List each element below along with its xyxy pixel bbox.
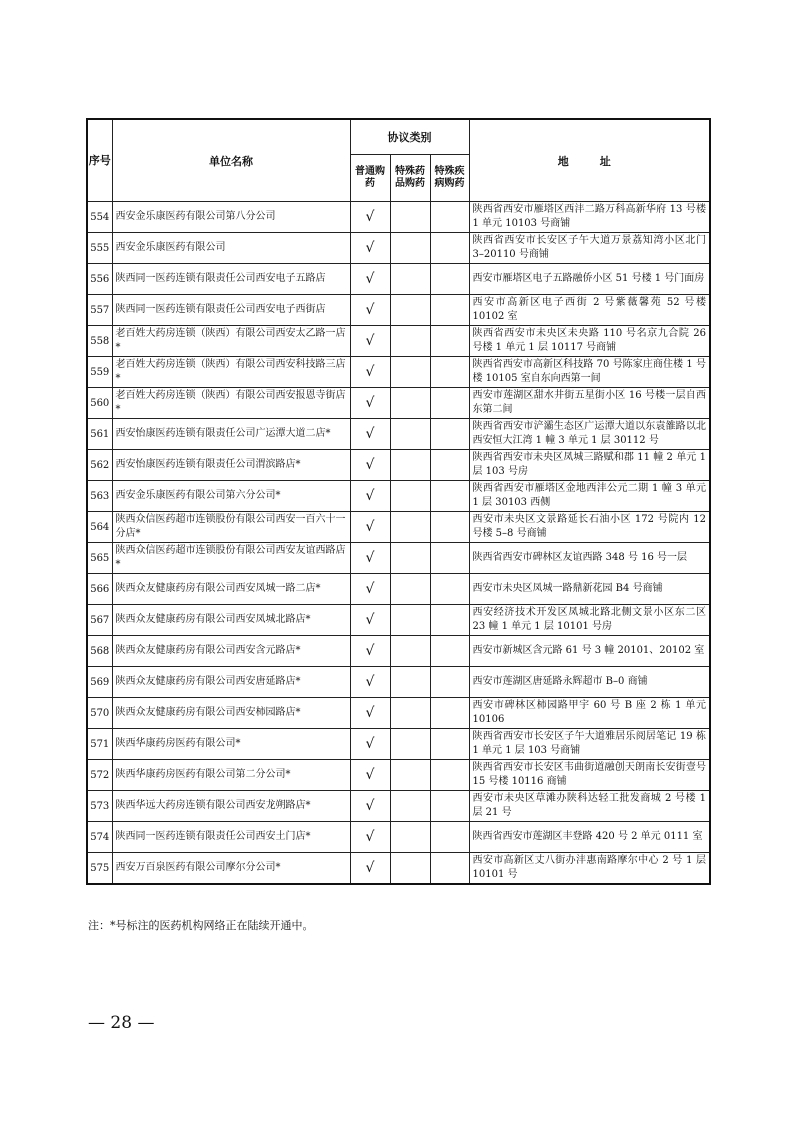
- special-disease-mark: [430, 729, 469, 760]
- general-purchase-mark: √: [350, 822, 390, 853]
- special-disease-mark: [430, 450, 469, 481]
- general-purchase-mark: √: [350, 512, 390, 543]
- special-drug-mark: [390, 202, 430, 233]
- unit-name: 陕西众友健康药房有限公司西安柿园路店*: [112, 698, 350, 729]
- general-purchase-mark: √: [350, 264, 390, 295]
- general-purchase-mark: √: [350, 388, 390, 419]
- unit-name: 陕西同一医药连锁有限责任公司西安电子西街店: [112, 295, 350, 326]
- address: 西安市高新区电子西街 2 号紫薇馨苑 52 号楼 10102 室: [469, 295, 710, 326]
- header-number: 序号: [87, 119, 112, 202]
- address: 陕西省西安市长安区子午大道雅居乐阅居笔记 19 栋 1 单元 1 层 103 号商铺: [469, 729, 710, 760]
- unit-name: 西安怡康医药连锁有限责任公司广运潭大道二店*: [112, 419, 350, 450]
- row-number: 555: [87, 233, 112, 264]
- special-drug-mark: [390, 760, 430, 791]
- table-row: [87, 419, 710, 450]
- row-number: 562: [87, 450, 112, 481]
- special-disease-mark: [430, 760, 469, 791]
- table-row: [87, 636, 710, 667]
- address: 陕西省西安市浐灞生态区广运潭大道以东袁雒路以北西安恒大江湾 1 幢 3 单元 1 层 30112 号: [469, 419, 710, 450]
- general-purchase-mark: √: [350, 202, 390, 233]
- special-drug-mark: [390, 729, 430, 760]
- general-purchase-mark: √: [350, 574, 390, 605]
- header-agreement-type: 协议类别: [350, 119, 469, 155]
- special-disease-mark: [430, 791, 469, 822]
- row-number: 566: [87, 574, 112, 605]
- unit-name: 西安怡康医药连锁有限责任公司渭滨路店*: [112, 450, 350, 481]
- unit-name: 陕西同一医药连锁有限责任公司西安电子五路店: [112, 264, 350, 295]
- special-drug-mark: [390, 822, 430, 853]
- unit-name: 陕西众友健康药房有限公司西安凤城一路二店*: [112, 574, 350, 605]
- row-number: 568: [87, 636, 112, 667]
- special-disease-mark: [430, 853, 469, 885]
- row-number: 561: [87, 419, 112, 450]
- table-row: [87, 698, 710, 729]
- address: 西安市新城区含元路 61 号 3 幢 20101、20102 室: [469, 636, 710, 667]
- general-purchase-mark: √: [350, 481, 390, 512]
- table-row: [87, 543, 710, 574]
- special-drug-mark: [390, 636, 430, 667]
- special-disease-mark: [430, 295, 469, 326]
- special-disease-mark: [430, 543, 469, 574]
- page-number: — 28 —: [88, 1013, 155, 1033]
- special-disease-mark: [430, 202, 469, 233]
- general-purchase-mark: √: [350, 450, 390, 481]
- special-drug-mark: [390, 357, 430, 388]
- unit-name: 西安万百泉医药有限公司摩尔分公司*: [112, 853, 350, 885]
- special-drug-mark: [390, 543, 430, 574]
- general-purchase-mark: √: [350, 729, 390, 760]
- general-purchase-mark: √: [350, 698, 390, 729]
- row-number: 558: [87, 326, 112, 357]
- table-row: [87, 574, 710, 605]
- address: 西安市雁塔区电子五路融侨小区 51 号楼 1 号门面房: [469, 264, 710, 295]
- special-drug-mark: [390, 574, 430, 605]
- table-row: [87, 357, 710, 388]
- special-drug-mark: [390, 233, 430, 264]
- special-disease-mark: [430, 481, 469, 512]
- special-drug-mark: [390, 698, 430, 729]
- row-number: 569: [87, 667, 112, 698]
- unit-name: 陕西众友健康药房有限公司西安凤城北路店*: [112, 605, 350, 636]
- header-unit-name: 单位名称: [112, 119, 350, 202]
- special-disease-mark: [430, 326, 469, 357]
- table-row: [87, 233, 710, 264]
- row-number: 575: [87, 853, 112, 885]
- special-disease-mark: [430, 419, 469, 450]
- unit-name: 陕西同一医药连锁有限责任公司西安土门店*: [112, 822, 350, 853]
- address: 西安市未央区草滩办陕科达轻工批发商城 2 号楼 1 层 21 号: [469, 791, 710, 822]
- row-number: 556: [87, 264, 112, 295]
- special-disease-mark: [430, 605, 469, 636]
- table-row: [87, 667, 710, 698]
- general-purchase-mark: √: [350, 667, 390, 698]
- table-row: [87, 326, 710, 357]
- special-drug-mark: [390, 419, 430, 450]
- general-purchase-mark: √: [350, 605, 390, 636]
- general-purchase-mark: √: [350, 636, 390, 667]
- row-number: 565: [87, 543, 112, 574]
- unit-name: 陕西众友健康药房有限公司西安唐延路店*: [112, 667, 350, 698]
- header-address: 地 址: [469, 119, 710, 202]
- address: 西安市未央区凤城一路鼎新花园 B4 号商铺: [469, 574, 710, 605]
- special-drug-mark: [390, 853, 430, 885]
- table-body: [87, 202, 710, 885]
- row-number: 564: [87, 512, 112, 543]
- unit-name: 西安金乐康医药有限公司第六分公司*: [112, 481, 350, 512]
- row-number: 571: [87, 729, 112, 760]
- special-drug-mark: [390, 512, 430, 543]
- row-number: 557: [87, 295, 112, 326]
- table-row: [87, 264, 710, 295]
- unit-name: 陕西华远大药房连锁有限公司西安龙朔路店*: [112, 791, 350, 822]
- table-row: [87, 388, 710, 419]
- address: 西安市未央区文景路延长石油小区 172 号院内 12 号楼 5–8 号商铺: [469, 512, 710, 543]
- unit-name: 陕西众信医药超市连锁股份有限公司西安友谊西路店*: [112, 543, 350, 574]
- table-row: [87, 760, 710, 791]
- unit-name: 老百姓大药房连锁（陕西）有限公司西安科技路三店*: [112, 357, 350, 388]
- special-disease-mark: [430, 264, 469, 295]
- row-number: 574: [87, 822, 112, 853]
- row-number: 572: [87, 760, 112, 791]
- special-drug-mark: [390, 295, 430, 326]
- special-disease-mark: [430, 574, 469, 605]
- table-row: [87, 729, 710, 760]
- unit-name: 老百姓大药房连锁（陕西）有限公司西安报恩寺街店*: [112, 388, 350, 419]
- unit-name: 老百姓大药房连锁（陕西）有限公司西安太乙路一店*: [112, 326, 350, 357]
- special-drug-mark: [390, 326, 430, 357]
- special-disease-mark: [430, 636, 469, 667]
- special-drug-mark: [390, 264, 430, 295]
- special-disease-mark: [430, 698, 469, 729]
- general-purchase-mark: √: [350, 233, 390, 264]
- unit-name: 陕西华康药房医药有限公司第二分公司*: [112, 760, 350, 791]
- unit-name: 陕西华康药房医药有限公司*: [112, 729, 350, 760]
- special-drug-mark: [390, 791, 430, 822]
- address: 陕西省西安市长安区子午大道万景荔知湾小区北门 3–20110 号商铺: [469, 233, 710, 264]
- special-drug-mark: [390, 388, 430, 419]
- row-number: 570: [87, 698, 112, 729]
- table-row: [87, 512, 710, 543]
- header-type-special-disease: 特殊疾病购药: [430, 155, 469, 202]
- table-row: [87, 481, 710, 512]
- header-type-general: 普通购药: [350, 155, 390, 202]
- general-purchase-mark: √: [350, 853, 390, 885]
- unit-name: 陕西众信医药超市连锁股份有限公司西安一百六十一分店*: [112, 512, 350, 543]
- general-purchase-mark: √: [350, 791, 390, 822]
- table-row: [87, 605, 710, 636]
- special-drug-mark: [390, 450, 430, 481]
- address: 西安市莲湖区唐延路永辉超市 B–0 商铺: [469, 667, 710, 698]
- address: 陕西省西安市长安区韦曲街道融创天朗南长安街壹号 15 号楼 10116 商铺: [469, 760, 710, 791]
- special-drug-mark: [390, 481, 430, 512]
- unit-name: 陕西众友健康药房有限公司西安含元路店*: [112, 636, 350, 667]
- general-purchase-mark: √: [350, 295, 390, 326]
- table-row: [87, 853, 710, 885]
- header-type-special-drug: 特殊药品购药: [390, 155, 430, 202]
- row-number: 563: [87, 481, 112, 512]
- address: 西安市碑林区柿园路甲宇 60 号 B 座 2 栋 1 单元 10106: [469, 698, 710, 729]
- row-number: 554: [87, 202, 112, 233]
- row-number: 567: [87, 605, 112, 636]
- special-disease-mark: [430, 512, 469, 543]
- address: 陕西省西安市未央区未央路 110 号名京九合院 26 号楼 1 单元 1 层 10117 号商铺: [469, 326, 710, 357]
- footnote: 注：*号标注的医药机构网络正在陆续开通中。: [88, 919, 314, 932]
- table-row: [87, 450, 710, 481]
- table-row: [87, 822, 710, 853]
- address: 陕西省西安市莲湖区丰登路 420 号 2 单元 0111 室: [469, 822, 710, 853]
- special-drug-mark: [390, 605, 430, 636]
- special-disease-mark: [430, 357, 469, 388]
- table-row: [87, 791, 710, 822]
- unit-name: 西安金乐康医药有限公司: [112, 233, 350, 264]
- general-purchase-mark: √: [350, 543, 390, 574]
- special-disease-mark: [430, 822, 469, 853]
- address: 西安市莲湖区甜水井街五星街小区 16 号楼一层自西东第二间: [469, 388, 710, 419]
- general-purchase-mark: √: [350, 326, 390, 357]
- address: 西安经济技术开发区凤城北路北侧文景小区东二区 23 幢 1 单元 1 层 10101 号房: [469, 605, 710, 636]
- general-purchase-mark: √: [350, 760, 390, 791]
- address: 陕西省西安市高新区科技路 70 号陈家庄商住楼 1 号楼 10105 室自东向西第一间: [469, 357, 710, 388]
- table-row: [87, 202, 710, 233]
- pharmacy-table: [86, 118, 711, 885]
- address: 西安市高新区丈八街办沣惠南路摩尔中心 2 号 1 层 10101 号: [469, 853, 710, 885]
- address: 陕西省西安市雁塔区金地西沣公元二期 1 幢 3 单元 1 层 30103 西侧: [469, 481, 710, 512]
- general-purchase-mark: √: [350, 419, 390, 450]
- row-number: 573: [87, 791, 112, 822]
- special-drug-mark: [390, 667, 430, 698]
- address: 陕西省西安市雁塔区西沣二路万科高新华府 13 号楼 1 单元 10103 号商铺: [469, 202, 710, 233]
- special-disease-mark: [430, 233, 469, 264]
- special-disease-mark: [430, 667, 469, 698]
- header-row: [87, 119, 710, 155]
- special-disease-mark: [430, 388, 469, 419]
- row-number: 559: [87, 357, 112, 388]
- table-row: [87, 295, 710, 326]
- address: 陕西省西安市碑林区友谊西路 348 号 16 号一层: [469, 543, 710, 574]
- row-number: 560: [87, 388, 112, 419]
- unit-name: 西安金乐康医药有限公司第八分公司: [112, 202, 350, 233]
- address: 陕西省西安市未央区凤城三路赋和郡 11 幢 2 单元 1 层 103 号房: [469, 450, 710, 481]
- general-purchase-mark: √: [350, 357, 390, 388]
